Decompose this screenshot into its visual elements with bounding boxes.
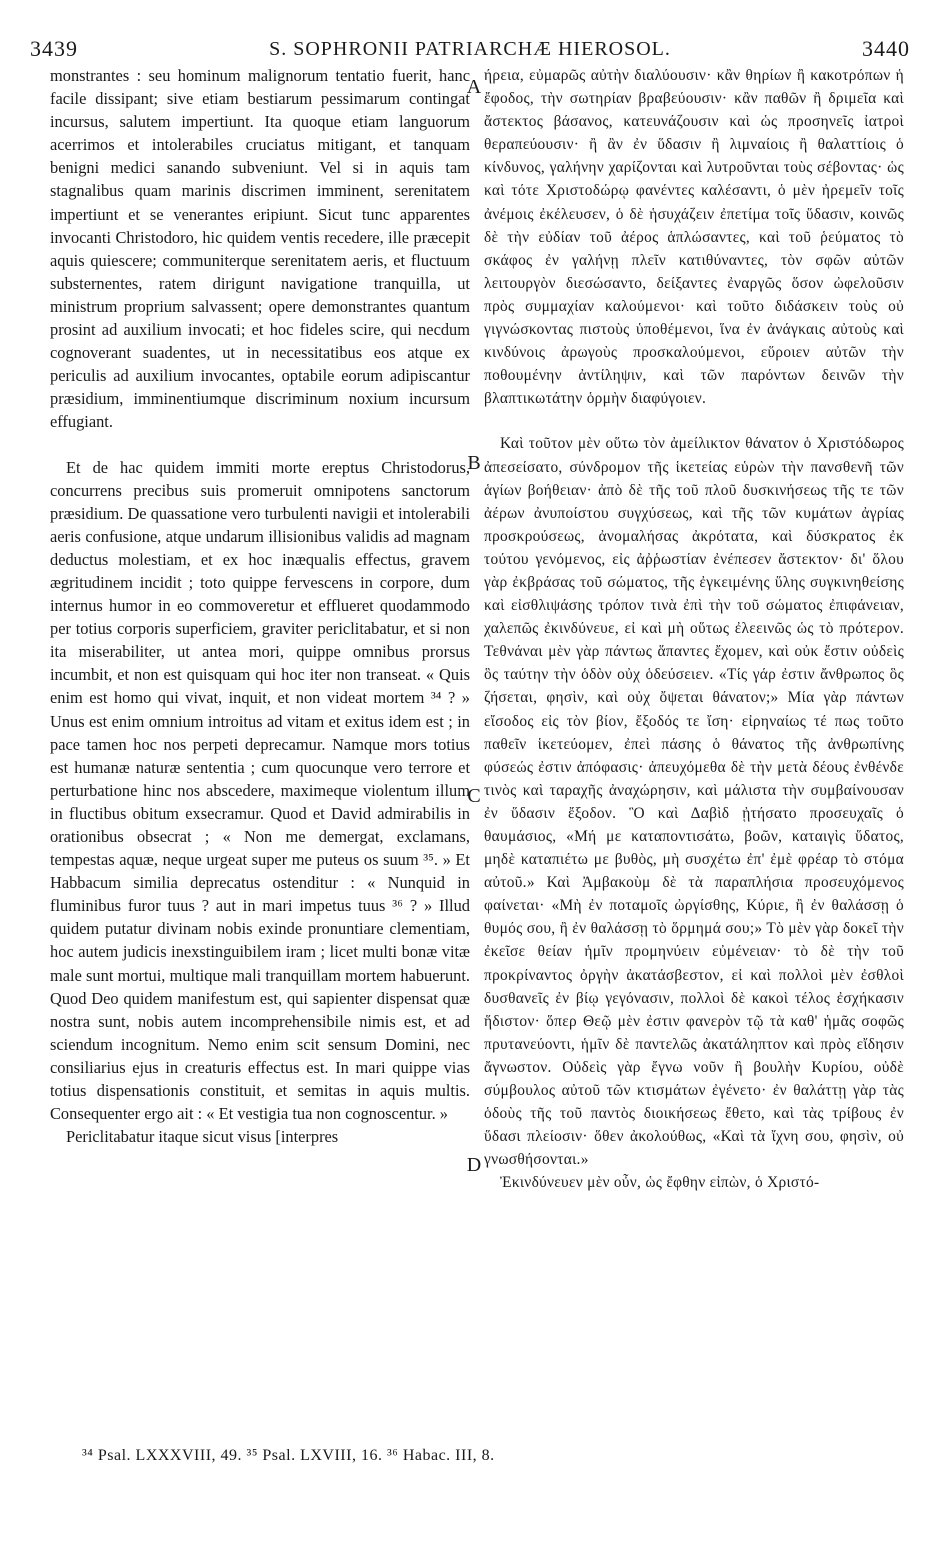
section-marker-b: B — [467, 452, 481, 474]
section-marker-a: A — [466, 76, 482, 98]
section-marker-c: C — [467, 785, 481, 807]
latin-column — [50, 64, 470, 1148]
latin-paragraph-3: Periclitabatur itaque sicut visus [interpres — [66, 1127, 339, 1147]
page-number-right: 3440 — [862, 36, 910, 61]
latin-paragraph-1: monstrantes : seu hominum malignorum tentatio fuerit, hanc facile dissipant; sive etiam bestiarum pessimarum contingat incursus, salutem impertiunt. Ita quoque etiam languorum acerrimos et intolerabiles cruciatus mitigant, et tanquam benigni medici sanando subveniunt. Vel si in aquis tam stagnalibus quam marinis discrimen imminent, serenitatem impertiunt et se venerantes eripiunt. Sicut tunc apparentes invocanti Christodoro, hic quidem ventis recedere, ille præcepit aquis quiescere; communiterque serenitatem aeris, et fluctuum substernentes, ratem dirigunt navigatione tranquilla, ut ministrum proprium salvassent; opere demonstrantes quantum prosint ad auxilium invocati; et hoc fideles scire, qui necdum cognoverant suadentes, ut in necessitatibus eos atque ex periculis ad auxilium invocantes, optabile eorum adipiscantur præsidium, imminentiumque discriminum noxium incursum effugiant. — [50, 66, 470, 432]
footnotes: ³⁴ Psal. LXXXVIII, 49. ³⁵ Psal. LXVIII, 16. ³⁶ Habac. III, 8. — [82, 1447, 495, 1464]
section-marker-d: D — [466, 1154, 482, 1176]
running-header — [30, 36, 910, 66]
greek-paragraph-2: Καὶ τοῦτον μὲν οὕτω τὸν ἀμείλικτον θάνατον ὁ Χριστόδωρος ἀπεσείσατο, σύνδρομον τῆς ἱκετείας εὑρὼν τὴν πανσθενῆ τῶν ἁγίων βοήθειαν· ἀπὸ δὲ τῆς τοῦ πλοῦ δυσκινήσεως τῆς τε τῶν ἀέρων ἀνυποίστου συγχύσεως, καὶ τῆς τῶν κυμάτων ἀγρίας προσκρούσεως, ἀνομαλήσας ἀκρότατα, καὶ δύσκρατος ἐκ τούτου γενόμενος, εἰς ἀῤῥωστίαν ἐνέπεσεν ἄστεκτον· δι' ὅλου γὰρ ἐκβράσας τοῦ σώματος, τῆς ἐγκειμένης ὕλης συγκινηθείσης καὶ εἰσθλιψάσης τρόπον τινὰ ἐπὶ τὴν τοῦ σώματος ἐπιφάνειαν, χαλεπῶς ἐκινδύνευε, εἰ καὶ μὴ οὕτως ἐλεεινῶς ὡς τὸ πρότερον. Τεθνάναι μὲν γὰρ πάντως ἅπαντες ἔχομεν, καὶ οὐκ ἔστιν οὐδεὶς ὃς ταύτην τὴν ὁδὸν οὐχ ὁδεύσειεν. «Τίς γάρ ἐστιν ἄνθρωπος ὃς ζήσεται, φησὶν, καὶ οὐχ ὄψεται θάνατον;» Μία γὰρ πάντων εἴσοδος εἰς τὸν βίον, ἔξοδός τε ἴση· εἰρηναίως τέ πως τοῦτο παθεῖν ἱκετεύομεν, ἐπεὶ πάσης ὁ θάνατος τῆς ἀνθρωπίνης φύσεώς ἐστιν ἀπόφασις· ἀπευχόμεθα δὲ τὴν μετὰ δέους ἐνθένδε τινὸς καὶ ταραχῆς ἀναχώρησιν, καὶ μάλιστα τὴν συμβαίνουσαν ἐν ὕδασιν ἔξοδον. Ὃ καὶ Δαβὶδ ᾐτήσατο προσευχαῖς ὁ θαυμάσιος, «Μή με καταποντισάτω, βοῶν, καταιγὶς ὕδατος, μηδὲ καταπιέτω με βυθὸς, μὴ συσχέτω ἐπ' ἐμὲ φρέαρ τὸ στόμα αὐτοῦ.» Καὶ Ἀμβακοὺμ δὲ τὰ παραπλήσια προσευχόμενος φαίνεται· «Μὴ ἐν ποταμοῖς ὠργίσθης, Κύριε, ἢ ἐν θαλάσσῃ ὁ θυμός σου, ἢ ἐν θαλάσσῃ τὸ ὅρμημά σου;» Τὸ μὲν γὰρ δοκεῖ τὴν ἐκεῖσε θείαν ἡμῖν προμηνύειν εὐμένειαν· τὸ δὲ τὴν τοῦ προκρίναντος ὀργὴν ἀκατάσβεστον, εἰ καὶ πολλοὶ μὲν ἐσθλοὶ δυσθανεῖς ἐν βίῳ γεγόνασιν, πολλοὶ δὲ κακοὶ τέλος ἐσχήκασιν ἥδιστον· ὅπερ Θεῷ μὲν ἐστιν φανερὸν τῷ τὰ καθ' ἡμᾶς σοφῶς πρυτανεύοντι, ἡμῖν δὲ παντελῶς ἀκατάληπτον καὶ πρὸς εἴδησιν ἄγνωστον. Οὐδεὶς γὰρ ἔγνω νοῦν ἢ βουλὴν Κυρίου, οὐδὲ σύμβουλος αὐτοῦ τῶν κτισμάτων ἐγένετο· ἐν θαλάττῃ γὰρ τὰς ὁδοὺς τῆς τοῦ παντὸς διοικήσεως ἔθετο, καὶ τὰς τρίβους ἐν ὕδασι πλείοσιν· ὅθεν ἀκολούθως, «Καὶ τὰ ἴχνη σου, φησὶν, οὐ γνωσθήσονται.» — [484, 435, 904, 1169]
greek-paragraph-1: ήρεια, εὐμαρῶς αὐτὴν διαλύουσιν· κἂν θηρίων ἢ κακοτρόπων ἡ ἔφοδος, τὴν σωτηρίαν βραβεύουσιν· κἂν παθῶν ἢ δριμεῖα καὶ ἄστεκτος βάσανος, κατευνάζουσιν καὶ ὡς προσηνεῖς ἰατροὶ θεραπεύουσιν· ἢ ἂν ἐν ὕδασιν ἢ λιμναίοις ἢ θαλαττίοις ὁ κίνδυνος, γαλήνην χαρίζονται καὶ λυτροῦνται τοὺς σέβοντας· ὡς καὶ τότε Χριστοδώρῳ φανέντες καλέσαντι, ὁ μὲν ἠρεμεῖν τοῖς ἀνέμοις ἐκέλευσεν, ὁ δὲ ἡσυχάζειν ἐπετίμα τοῖς ὕδασιν, κοινῶς δὲ τὴν εὐδίαν τοῦ ἀέρος ἁπλώσαντες, καὶ τοῦ ῥεύματος τὸ σκάφος ἐν γαλήνῃ πλεῖν κατιθύναντες, τὸν σφῶν αὐτῶν λειτουργὸν διεσώσαντο, δείξαντες ἐναργῶς ὅσον ὠφελοῦσιν πρὸς συμμαχίαν καλούμενοι· καὶ τοῦτο διδάσκειν τοὺς οὐ γιγνώσκοντας πιστοὺς ὑποθέμενοι, ἵνα ἐν ἀνάγκαις αὐτοὺς καὶ κινδύνοις ἀρωγοὺς προσκαλούμενοι, εὕροιεν αὐτῶν τὴν ποθουμένην ἀντίληψιν, καὶ τῶν παρόντων δεινῶν τὴν βλαπτικωτάτην ὁρμὴν διαφύγοιεν. — [484, 67, 904, 408]
greek-paragraph-3: Ἐκινδύνευεν μὲν οὖν, ὡς ἔφθην εἰπὼν, ὁ Χριστό- — [500, 1174, 820, 1192]
running-title: S. SOPHRONII PATRIARCHÆ HIEROSOL. — [269, 38, 671, 60]
latin-paragraph-2: Et de hac quidem immiti morte ereptus Christodorus, concurrens precibus suis promeruit omnipotens sanctorum præsidium. De quassatione vero turbulenti navigii et intolerabili aeris confusione, atque undarum illisionibus validis ad magnam deductus molestiam, et ex hoc inæqualis effectus, gravem ægritudinem incidit ; toto quippe fervescens in corpore, dum internus humor in eo commoveretur et efflueret quodammodo per totius corporis superficiem, graviter periclitabatur, et si non ita miserabiliter, ut antea mori, quippe omnibus prorsus incumbit, et non est quisquam qui hoc iter non transeat. « Quis enim est homo qui vivat, inquit, et non videat mortem ³⁴ ? » Unus est enim omnium introitus ad vitam et exitus idem est ; in pace tamen hoc nos perpeti deprecamur. Namque mors totius est humanæ naturæ sententia ; cum quocunque vero terrore et perturbatione hinc nos abscedere, maximeque violentum illum in fluctibus obitum exsecramur. Quod et David admirabilis in orationibus obsecrat ; « Non me demergat, exclamans, tempestas aquæ, neque urgeat super me puteus os suum ³⁵. » Et Habbacum similia deprecatus ostenditur : « Nunquid in fluminibus furor tuus ? aut in mari impetus tuus ³⁶ ? » Illud quidem putatur divinam nobis exinde pronuntiare clementiam, hoc autem judicis inexstinguibilem iram ; licet multi bonæ vitæ male sunt mortui, multique mali tranquillam mortem habuerunt. Quod Deo quidem manifestum est, qui sapienter dispensat quæ nostra sunt, nobis autem incomprehensibile nimis est, et ad sciendum incognitum. Nemo enim scit sensum Domini, nec consiliarius ejus in creaturis effectus est. In mari quippe vias totius dispensationis constituit, et semitas in aquis multis. Consequenter ergo ait : « Et vestigia tua non cognoscentur. » — [50, 457, 470, 1124]
page-number-left: 3439 — [30, 36, 78, 61]
greek-column — [484, 64, 904, 1195]
